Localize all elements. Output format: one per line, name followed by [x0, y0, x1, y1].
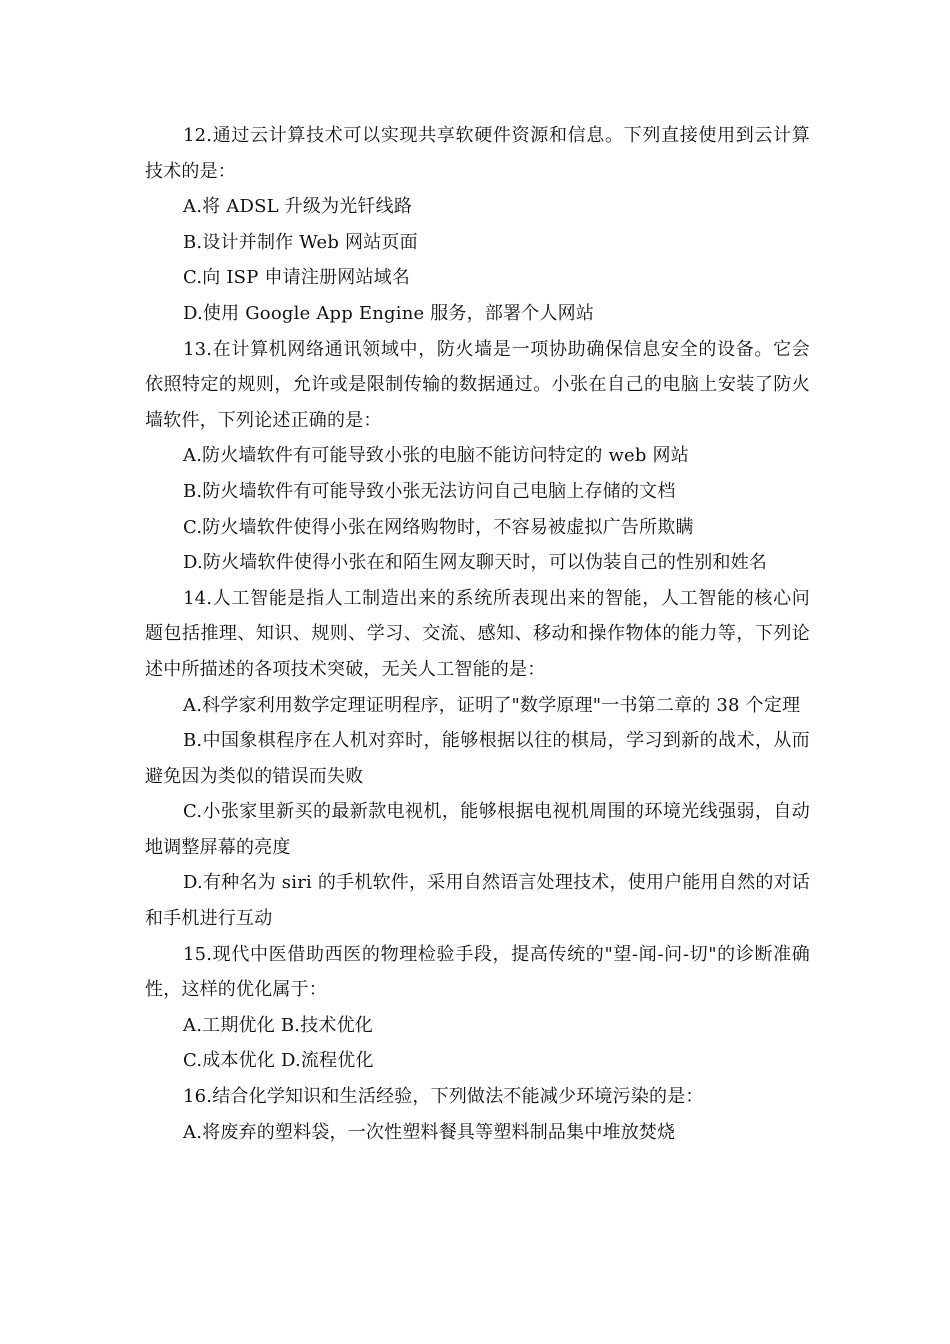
option-13-d: D.防火墙软件使得小张在和陌生网友聊天时，可以伪装自己的性别和姓名: [183, 552, 768, 574]
option-14-c: C.小张家里新买的最新款电视机，能够根据电视机周围的环境光线强弱，自动地调整屏幕的亮度: [145, 801, 810, 858]
option-12-b: B.设计并制作 Web 网站页面: [183, 231, 418, 253]
question-12: 12.通过云计算技术可以实现共享软硬件资源和信息。下列直接使用到云计算技术的是：: [145, 125, 810, 182]
option-14-d: D.有种名为 siri 的手机软件，采用自然语言处理技术，使用户能用自然的对话和手机进行互动: [145, 872, 810, 930]
option-12-a: A.将 ADSL 升级为光钎线路: [183, 196, 413, 218]
options-15-a-b: A.工期优化 B.技术优化: [183, 1014, 373, 1036]
option-16-a: A.将废弃的塑料袋，一次性塑料餐具等塑料制品集中堆放焚烧: [183, 1121, 676, 1143]
option-14-b: B.中国象棋程序在人机对弈时，能够根据以往的棋局，学习到新的战术，从而避免因为类似的错误而失败: [145, 730, 810, 787]
option-13-a: A.防火墙软件有可能导致小张的电脑不能访问特定的 web 网站: [183, 445, 689, 467]
option-12-d: D.使用 Google App Engine 服务，部署个人网站: [183, 302, 595, 324]
option-12-c: C.向 ISP 申请注册网站域名: [183, 267, 411, 289]
question-13: 13.在计算机网络通讯领域中，防火墙是一项协助确保信息安全的设备。它会依照特定的规则，允许或是限制传输的数据通过。小张在自己的电脑上安装了防火墙软件，下列论述正确的是：: [145, 338, 810, 431]
option-13-b: B.防火墙软件有可能导致小张无法访问自己电脑上存储的文档: [183, 480, 676, 502]
question-14: 14.人工智能是指人工制造出来的系统所表现出来的智能，人工智能的核心问题包括推理、知识、规则、学习、交流、感知、移动和操作物体的能力等，下列论述中所描述的各项技术突破，无关人工智能的是：: [145, 587, 810, 680]
document-content: [145, 118, 810, 1150]
question-15: 15.现代中医借助西医的物理检验手段，提高传统的"望-闻-问-切"的诊断准确性，这样的优化属于：: [145, 943, 810, 1001]
option-13-c: C.防火墙软件使得小张在网络购物时，不容易被虚拟广告所欺瞒: [183, 516, 694, 538]
option-14-a: A.科学家利用数学定理证明程序，证明了"数学原理"一书第二章的 38 个定理: [183, 694, 801, 716]
options-15-c-d: C.成本优化 D.流程优化: [183, 1050, 374, 1072]
question-16: 16.结合化学知识和生活经验，下列做法不能减少环境污染的是：: [183, 1086, 704, 1108]
